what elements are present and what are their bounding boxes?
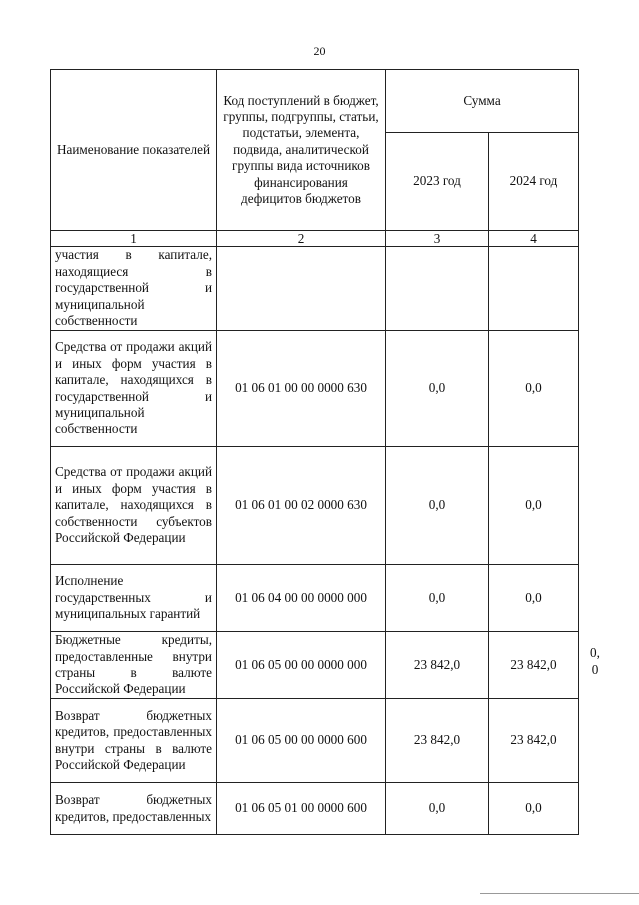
amount-2024: 0,0 xyxy=(489,565,579,632)
budget-code: 01 06 05 00 00 0000 000 xyxy=(217,632,386,699)
column-number: 1 xyxy=(51,231,217,247)
margin-note-line: 0, xyxy=(590,645,600,660)
amount-2023: 0,0 xyxy=(386,783,489,835)
header-code: Код поступлений в бюджет, группы, подгруппы, статьи, подстатьи, элемента, подвида, аналитической группы вида источников финансирования дефицитов бюджетов xyxy=(217,70,386,231)
amount-2023 xyxy=(386,247,489,331)
column-number: 2 xyxy=(217,231,386,247)
amount-2023: 0,0 xyxy=(386,447,489,565)
amount-2024: 0,0 xyxy=(489,331,579,447)
amount-2024: 23 842,0 xyxy=(489,632,579,699)
column-number: 4 xyxy=(489,231,579,247)
header-row-1 xyxy=(51,70,579,133)
table-row xyxy=(51,783,579,835)
amount-2023: 23 842,0 xyxy=(386,699,489,783)
margin-note-line: 0 xyxy=(591,662,599,677)
scan-edge-line xyxy=(480,893,639,894)
column-number-row xyxy=(51,231,579,247)
page-number: 20 xyxy=(313,44,326,58)
column-number: 3 xyxy=(386,231,489,247)
budget-code xyxy=(217,247,386,331)
margin-note xyxy=(585,644,605,678)
budget-sources-table xyxy=(50,69,579,835)
table-row xyxy=(51,632,579,699)
table-row xyxy=(51,699,579,783)
header-year-2024: 2024 год xyxy=(489,133,579,231)
indicator-name: участия в капитале, находящиеся в государственной и муниципальной собственности xyxy=(51,247,217,331)
amount-2023: 0,0 xyxy=(386,565,489,632)
amount-2023: 23 842,0 xyxy=(386,632,489,699)
amount-2024: 0,0 xyxy=(489,783,579,835)
budget-code: 01 06 01 00 00 0000 630 xyxy=(217,331,386,447)
header-indicator-name: Наименование показателей xyxy=(51,70,217,231)
table-row xyxy=(51,331,579,447)
indicator-name: Средства от продажи акций и иных форм участия в капитале, находящихся в государственной и муниципальной собственности xyxy=(51,331,217,447)
table-row xyxy=(51,447,579,565)
indicator-name: Средства от продажи акций и иных форм участия в капитале, находящихся в собственности субъектов Российской Федерации xyxy=(51,447,217,565)
budget-code: 01 06 04 00 00 0000 000 xyxy=(217,565,386,632)
header-sum: Сумма xyxy=(386,70,579,133)
budget-code: 01 06 05 01 00 0000 600 xyxy=(217,783,386,835)
amount-2024: 0,0 xyxy=(489,447,579,565)
header-year-2023: 2023 год xyxy=(386,133,489,231)
amount-2023: 0,0 xyxy=(386,331,489,447)
indicator-name: Исполнение государственных и муниципальных гарантий xyxy=(51,565,217,632)
budget-code: 01 06 01 00 02 0000 630 xyxy=(217,447,386,565)
budget-code: 01 06 05 00 00 0000 600 xyxy=(217,699,386,783)
table-row xyxy=(51,247,579,331)
indicator-name: Бюджетные кредиты, предоставленные внутри страны в валюте Российской Федерации xyxy=(51,632,217,699)
amount-2024 xyxy=(489,247,579,331)
amount-2024: 23 842,0 xyxy=(489,699,579,783)
table-row xyxy=(51,565,579,632)
indicator-name: Возврат бюджетных кредитов, предоставленных внутри страны в валюте Российской Федерации xyxy=(51,699,217,783)
indicator-name: Возврат бюджетных кредитов, предоставленных xyxy=(51,783,217,835)
